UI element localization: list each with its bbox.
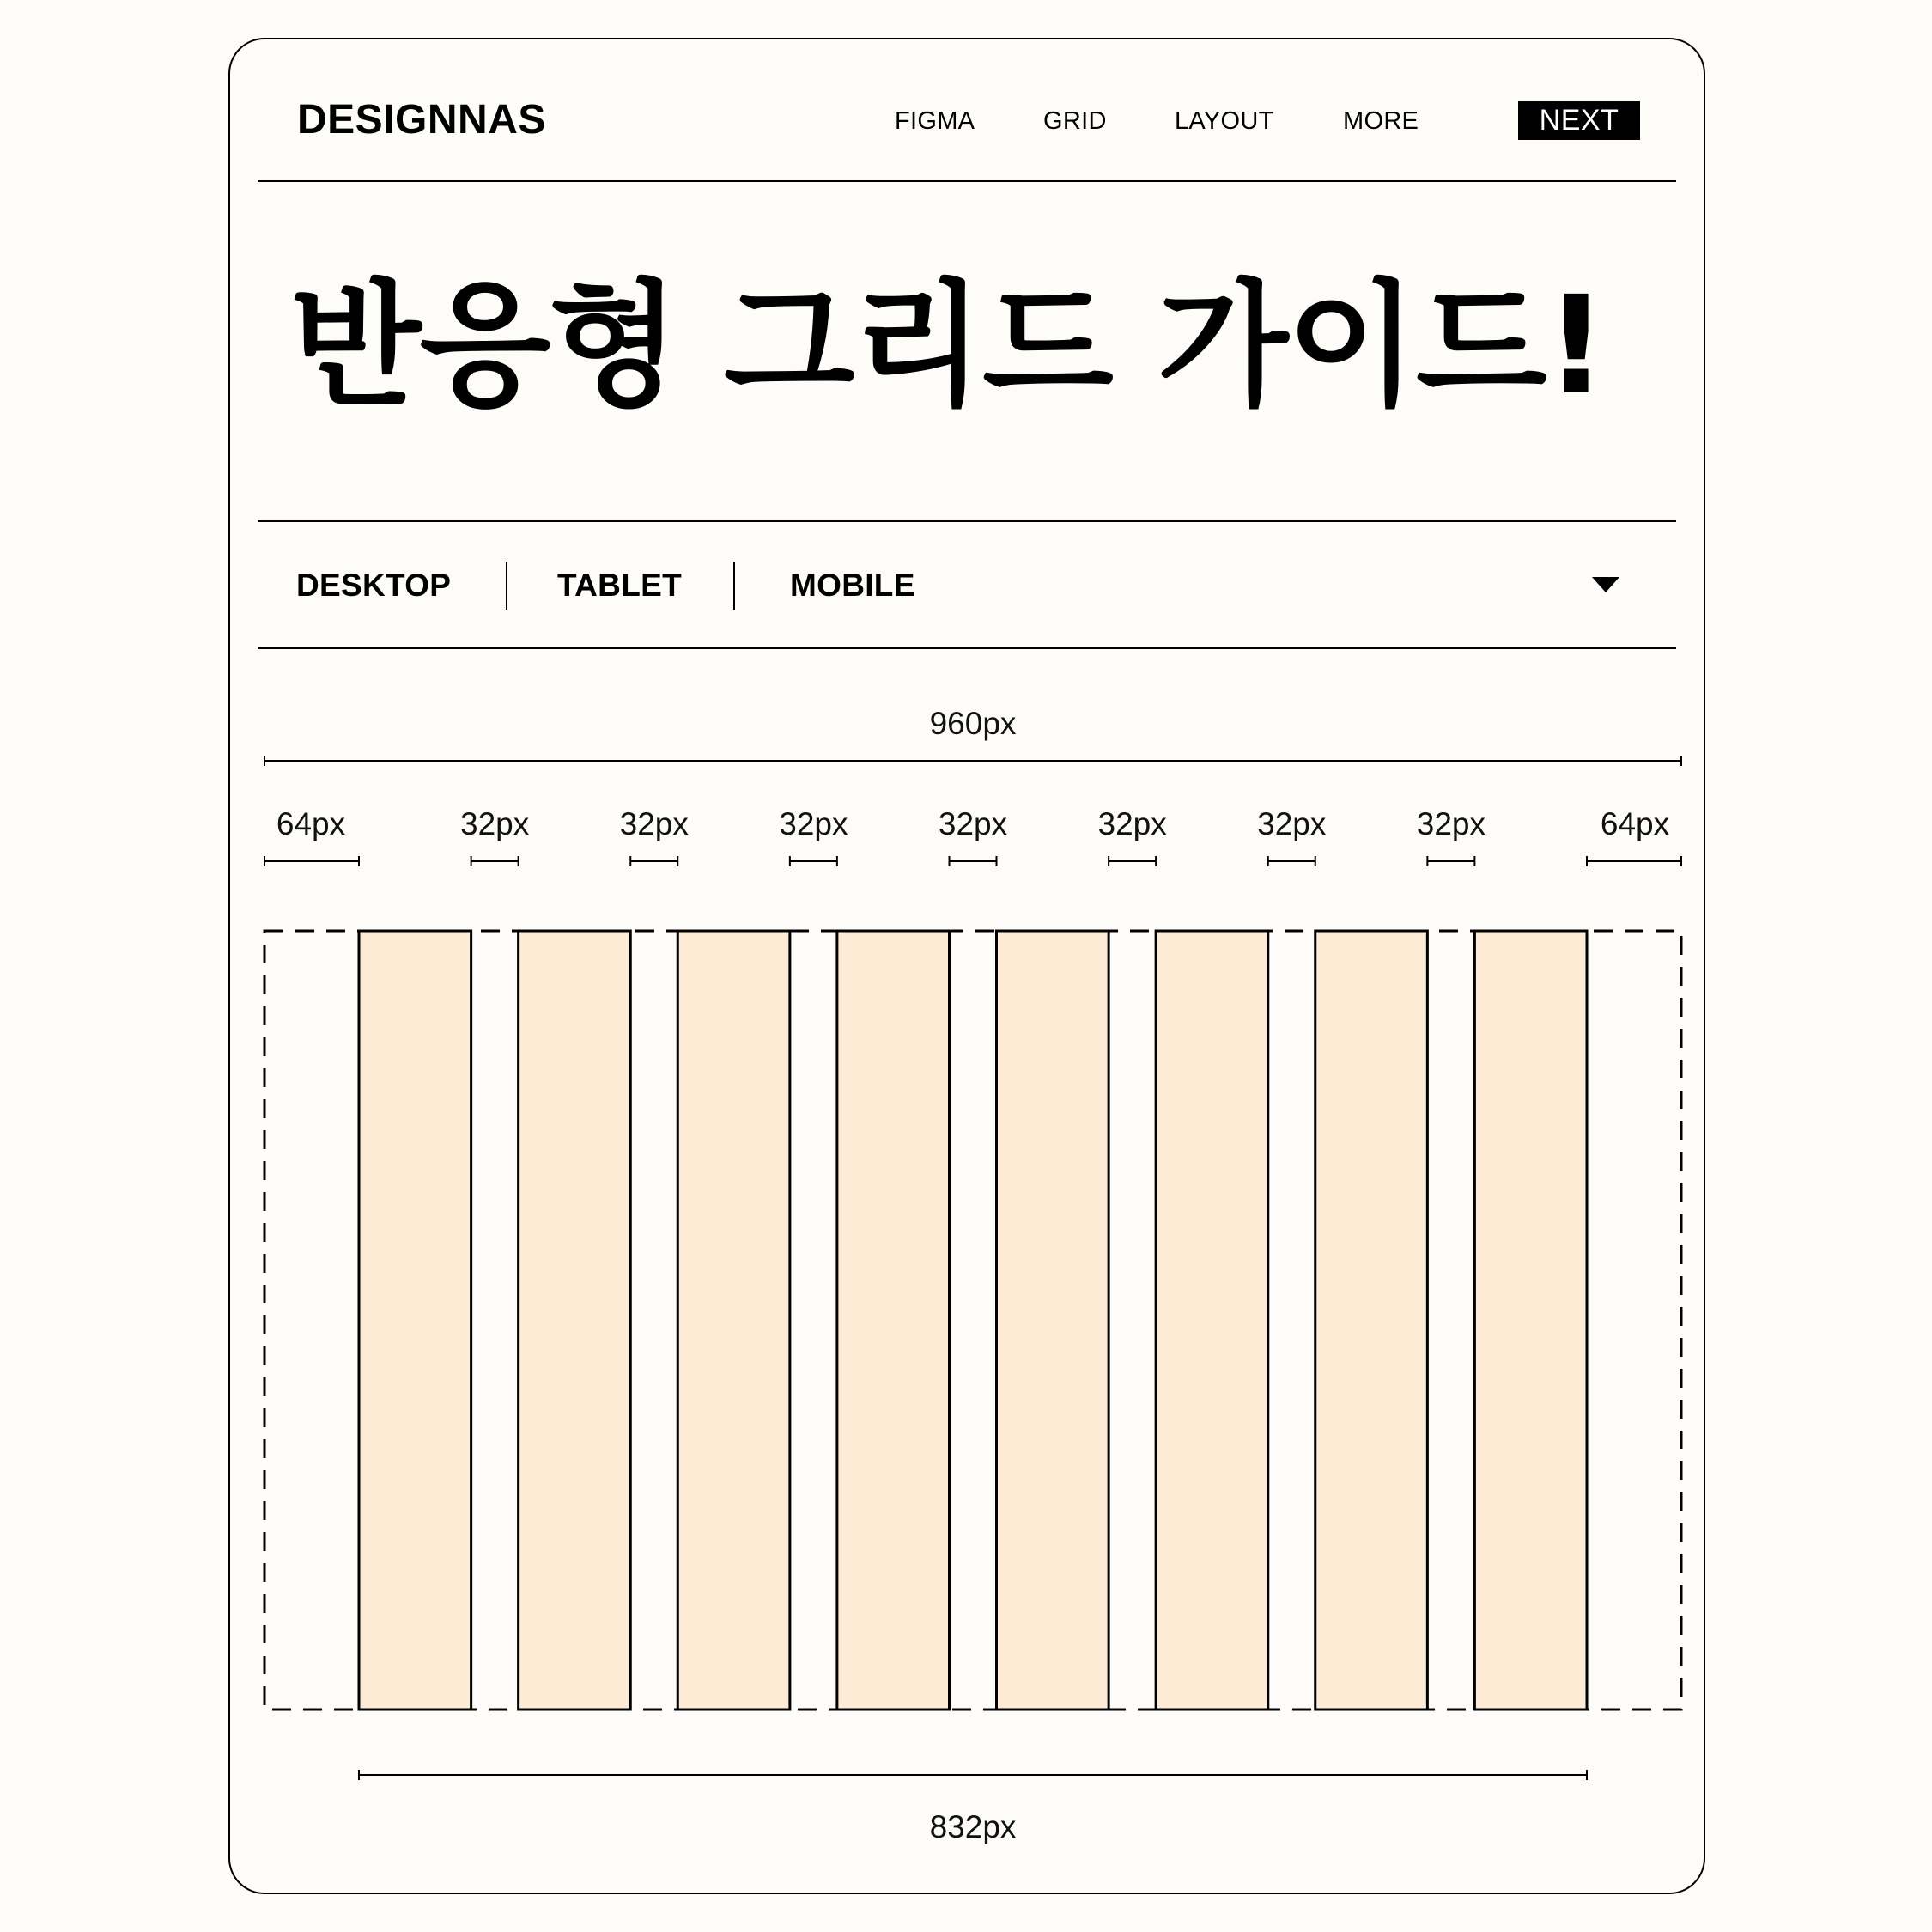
page-title: 반응형 그리드 가이드! (290, 267, 1606, 425)
tab-separator (733, 562, 735, 610)
tabs-top-divider (258, 520, 1676, 522)
segment-label: 32px (619, 806, 689, 841)
segment-label: 32px (779, 806, 848, 841)
tabs-bottom-divider (258, 647, 1676, 649)
tab-separator (506, 562, 507, 610)
segment-label: 32px (1416, 806, 1485, 841)
triangle-down-icon[interactable] (1592, 577, 1619, 592)
total-width-label: 960px (929, 706, 1017, 741)
segment-label: 32px (1097, 806, 1167, 841)
segment-label: 32px (938, 806, 1008, 841)
tab-mobile[interactable]: MOBILE (790, 568, 915, 603)
segment-label: 64px (1600, 806, 1670, 841)
content-width-label: 832px (929, 1809, 1017, 1844)
nav-item-figma[interactable]: FIGMA (895, 107, 975, 135)
segment-label: 32px (460, 806, 530, 841)
segment-label: 64px (276, 806, 346, 841)
tab-desktop[interactable]: DESKTOP (296, 568, 452, 603)
tab-tablet[interactable]: TABLET (557, 568, 682, 603)
logo[interactable]: DESIGNNAS (297, 97, 546, 143)
nav-item-grid[interactable]: GRID (1043, 107, 1107, 135)
header-divider (258, 180, 1676, 182)
segment-label: 32px (1257, 806, 1327, 841)
nav-item-layout[interactable]: LAYOUT (1175, 107, 1274, 135)
nav-item-more[interactable]: MORE (1343, 107, 1419, 135)
next-button[interactable]: NEXT (1518, 101, 1640, 140)
